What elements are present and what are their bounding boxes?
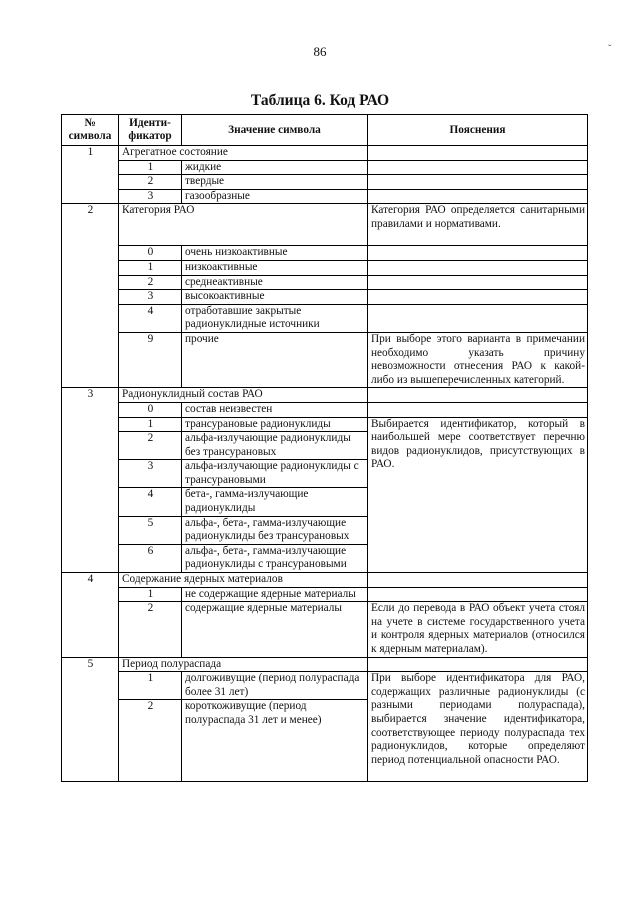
- identifier-cell: 4: [119, 488, 182, 516]
- header-notes: Пояснения: [368, 115, 588, 146]
- value-cell: альфа-, бета-, гамма-излучающие радионуклиды без трансурановых: [182, 516, 368, 544]
- identifier-cell: 9: [119, 332, 182, 387]
- header-row: [62, 115, 588, 146]
- identifier-cell: 6: [119, 544, 182, 572]
- identifier-cell: 2: [119, 602, 182, 657]
- value-cell: долгоживущие (период полураспада более 31 лет): [182, 672, 368, 700]
- notes-cell: [368, 275, 588, 290]
- header-symbol-meaning: Значение символа: [182, 115, 368, 146]
- identifier-cell: 5: [119, 516, 182, 544]
- identifier-cell: 2: [119, 432, 182, 460]
- section-title: Период полураспада: [119, 657, 368, 672]
- notes-cell: [368, 175, 588, 190]
- section-row: [62, 146, 588, 161]
- identifier-cell: 1: [119, 417, 182, 432]
- notes-cell: [368, 402, 588, 417]
- table-row: [62, 246, 588, 261]
- value-cell: альфа-, бета-, гамма-излучающие радионуклиды с трансурановыми: [182, 544, 368, 572]
- table-row: [62, 587, 588, 602]
- notes-cell: [368, 388, 588, 403]
- notes-cell-merged: При выборе идентификатора для РАО, содержащих различные радионуклиды (с разными периодами полураспада), выбирается значение идентификатора, соответствующее периоду полураспада тех радионуклидов, которые определяют период потенциальной опасности РАО.: [368, 672, 588, 782]
- header-symbol-number-line1: №: [84, 117, 96, 129]
- value-cell: трансурановые радионуклиды: [182, 417, 368, 432]
- value-cell: отработавшие закрытые радионуклидные источники: [182, 304, 368, 332]
- table-row: [62, 602, 588, 657]
- table-row: [62, 402, 588, 417]
- table-row: [62, 672, 588, 700]
- notes-cell: [368, 246, 588, 261]
- identifier-cell: 3: [119, 189, 182, 204]
- rao-code-table: [61, 114, 588, 782]
- notes-cell: [368, 260, 588, 275]
- identifier-cell: 1: [119, 260, 182, 275]
- notes-cell: Категория РАО определяется санитарными правилами и нормативами.: [368, 204, 588, 246]
- section-number: 4: [62, 573, 119, 658]
- identifier-cell: 2: [119, 175, 182, 190]
- value-cell: низкоактивные: [182, 260, 368, 275]
- header-symbol-number-line2: символа: [68, 130, 112, 142]
- table-row: [62, 304, 588, 332]
- notes-cell: [368, 189, 588, 204]
- table-title: Таблица 6. Код РАО: [250, 92, 390, 109]
- section-title: Содержание ядерных материалов: [119, 573, 368, 588]
- section-title: Категория РАО: [119, 204, 368, 246]
- identifier-cell: 3: [119, 460, 182, 488]
- section-row: [62, 657, 588, 672]
- section-row: [62, 388, 588, 403]
- value-cell: не содержащие ядерные материалы: [182, 587, 368, 602]
- notes-cell: [368, 587, 588, 602]
- notes-cell: Если до перевода в РАО объект учета стоял на учете в системе государственного учета и контроля ядерных материалов (относился к ядерным материалам).: [368, 602, 588, 657]
- identifier-cell: 4: [119, 304, 182, 332]
- identifier-cell: 2: [119, 700, 182, 782]
- notes-cell: При выборе этого варианта в примечании необходимо указать причину невозможности отнесения РАО к какой-либо из вышеперечисленных категорий.: [368, 332, 588, 387]
- value-cell: жидкие: [182, 160, 368, 175]
- section-number: 3: [62, 388, 119, 573]
- notes-cell: [368, 160, 588, 175]
- section-number: 2: [62, 204, 119, 388]
- identifier-cell: 1: [119, 160, 182, 175]
- section-title: Агрегатное состояние: [119, 146, 368, 161]
- table-row: [62, 160, 588, 175]
- section-number: 1: [62, 146, 119, 204]
- section-title: Радионуклидный состав РАО: [119, 388, 368, 403]
- value-cell: альфа-излучающие радионуклиды с трансурановыми: [182, 460, 368, 488]
- identifier-cell: 0: [119, 402, 182, 417]
- value-cell: очень низкоактивные: [182, 246, 368, 261]
- notes-cell-merged: Выбирается идентификатор, который в наибольшей мере соответствует перечню видов радионуклидов, присутствующих в РАО.: [368, 417, 588, 573]
- table-row: [62, 275, 588, 290]
- value-cell: состав неизвестен: [182, 402, 368, 417]
- notes-cell: [368, 304, 588, 332]
- section-row: [62, 204, 588, 246]
- page-number: 86: [313, 44, 327, 59]
- header-identifier: [119, 115, 182, 146]
- identifier-cell: 0: [119, 246, 182, 261]
- value-cell: бета-, гамма-излучающие радионуклиды: [182, 488, 368, 516]
- notes-cell: [368, 573, 588, 588]
- identifier-cell: 1: [119, 672, 182, 700]
- section-number: 5: [62, 657, 119, 782]
- notes-cell: [368, 290, 588, 305]
- value-cell: содержащие ядерные материалы: [182, 602, 368, 657]
- value-cell: твердые: [182, 175, 368, 190]
- table-row: [62, 260, 588, 275]
- value-cell: газообразные: [182, 189, 368, 204]
- value-cell: среднеактивные: [182, 275, 368, 290]
- header-symbol-number: [62, 115, 119, 146]
- value-cell: высокоактивные: [182, 290, 368, 305]
- table-row: [62, 175, 588, 190]
- table-row: [62, 189, 588, 204]
- identifier-cell: 2: [119, 275, 182, 290]
- table-row: [62, 417, 588, 432]
- value-cell: короткоживущие (период полураспада 31 лет и менее): [182, 700, 368, 782]
- header-identifier-line2: фикатор: [128, 130, 172, 142]
- value-cell: прочие: [182, 332, 368, 387]
- scan-mark: ˇ: [608, 44, 612, 55]
- notes-cell: [368, 146, 588, 161]
- value-cell: альфа-излучающие радионуклиды без трансурановых: [182, 432, 368, 460]
- header-identifier-line1: Иденти-: [129, 117, 171, 129]
- identifier-cell: 3: [119, 290, 182, 305]
- table-row: [62, 290, 588, 305]
- identifier-cell: 1: [119, 587, 182, 602]
- table-row: [62, 332, 588, 387]
- notes-cell: [368, 657, 588, 672]
- section-row: [62, 573, 588, 588]
